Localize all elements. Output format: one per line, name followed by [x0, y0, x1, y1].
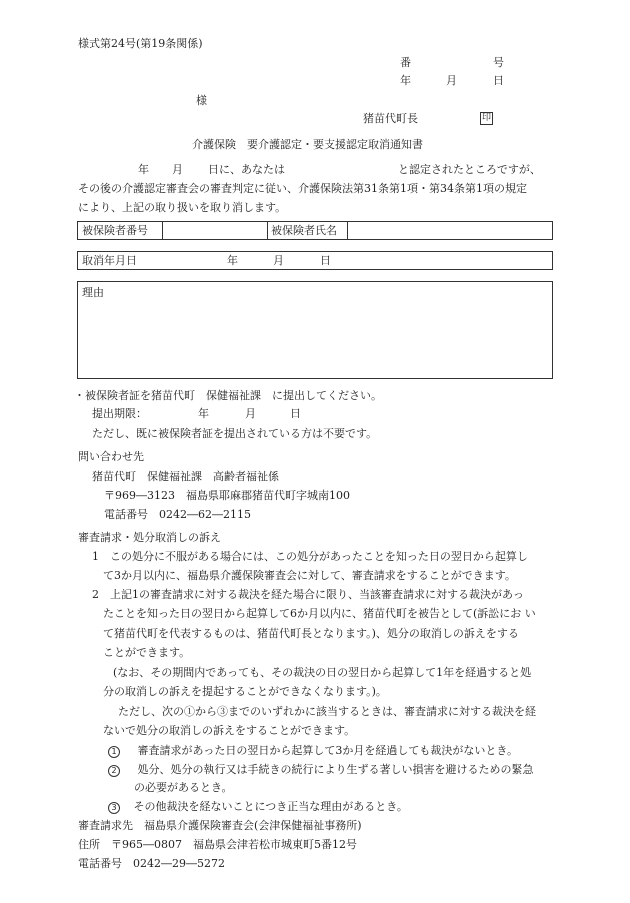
- condition-3: [108, 801, 408, 814]
- intro-month: 月: [172, 163, 183, 176]
- appeal-item1-line1: 1 この処分に不服がある場合には、この処分があったことを知った日の翌日から起算し: [92, 550, 528, 563]
- deadline-day: 日: [290, 407, 301, 420]
- form-number: 様式第24号(第19条関係): [78, 37, 203, 50]
- issuer-name: 猪苗代町長: [363, 112, 418, 125]
- contact-phone: 電話番号 0242―62―2115: [104, 508, 251, 521]
- appeal-item2-line4: ことができます。: [103, 646, 191, 659]
- appeal-item2-line1: 2 上記1の審査請求に対する裁決を経た場合に限り、当該審査請求に対する裁決があっ: [92, 588, 524, 601]
- reason-label: 理由: [82, 286, 104, 299]
- intro-line-2: その後の介護認定審査会の審査判定に従い、介護保険法第31条第1項・第34条第1項の規定: [78, 182, 527, 195]
- intro-day-text: 日に、あなたは: [208, 163, 285, 176]
- destination-phone: 電話番号 0242―29―5272: [78, 857, 225, 870]
- cancel-date-day: 日: [320, 254, 331, 267]
- submit-note: ただし、既に被保険者証を提出されている方は不要です。: [92, 427, 378, 440]
- circled-number-1: 1: [108, 746, 120, 758]
- insured-number-label: 被保険者番号: [82, 224, 148, 237]
- destination-address: 住所 〒965―0807 福島県会津若松市城東町5番12号: [78, 838, 357, 851]
- insured-info-table: [77, 221, 553, 240]
- issue-date-day: 日: [493, 74, 504, 87]
- condition-2: [108, 764, 534, 777]
- intro-end-text: と認定されたところですが、: [398, 163, 541, 176]
- condition-2-line2: の必要があるとき。: [134, 781, 233, 794]
- appeal-item1-line2: て3か月以内に、福島県介護保険審査会に対して、審査請求をすることができます。: [103, 569, 516, 582]
- cancel-date-month: 月: [273, 254, 284, 267]
- appeal-paren-line1: (なお、その期間内であっても、その裁決の日の翌日から起算して1年を経過すると処: [113, 666, 532, 679]
- deadline-label: 提出期限：: [92, 407, 147, 420]
- appeal-proviso-line2: ないで処分の取消しの訴えをすることができます。: [103, 724, 356, 737]
- cancel-date-label: 取消年月日: [82, 254, 137, 267]
- doc-number-label: 番: [400, 56, 411, 69]
- contact-department: 猪苗代町 保健福祉課 高齢者福祉係: [92, 470, 279, 483]
- circled-number-3: 3: [108, 802, 120, 814]
- appeal-heading: 審査請求・処分取消しの訴え: [78, 531, 221, 544]
- appeal-item2-line2: たことを知った日の翌日から起算して6か月以内に、猪苗代町を被告として(訴訟にお い: [103, 607, 536, 620]
- deadline-year: 年: [198, 407, 209, 420]
- appeal-proviso-line1: ただし、次の①から③までのいずれかに該当するときは、審査請求に対する裁決を経: [118, 705, 536, 718]
- intro-year: 年: [138, 163, 149, 176]
- intro-line-3: により、上記の取り扱いを取り消します。: [78, 201, 287, 214]
- deadline-month: 月: [245, 407, 256, 420]
- cancel-date-table: [77, 251, 553, 270]
- doc-number-suffix: 号: [493, 56, 504, 69]
- circled-number-2: 2: [108, 765, 120, 777]
- reason-box: [77, 281, 553, 379]
- contact-heading: 問い合わせ先: [78, 450, 144, 463]
- condition-1-text: 審査請求があった日の翌日から起算して3か月を経過しても裁決がないとき。: [137, 744, 518, 757]
- condition-1: [108, 745, 518, 758]
- issue-date-month: 月: [446, 74, 457, 87]
- document-title: 介護保険 要介護認定・要支援認定取消通知書: [192, 138, 423, 151]
- issue-date-year: 年: [400, 74, 411, 87]
- appeal-destination: 審査請求先 福島県介護保険審査会(会津保健福祉事務所): [78, 819, 362, 832]
- condition-2-line1: 処分、処分の執行又は手続きの続行により生ずる著しい損害を避けるための緊急: [137, 763, 534, 776]
- cancel-date-year: 年: [227, 254, 238, 267]
- insured-name-label: 被保険者氏名: [271, 224, 337, 237]
- condition-3-text: その他裁決を経ないことにつき正当な理由があるとき。: [133, 800, 408, 813]
- appeal-paren-line2: 分の取消しの訴えを提起することができなくなります。)。: [103, 685, 387, 698]
- addressee-suffix: 様: [196, 94, 207, 107]
- submit-instruction: ・被保険者証を猪苗代町 保健福祉課 に提出してください。: [74, 389, 382, 402]
- appeal-item2-line3: て猪苗代町を代表するものは、猪苗代町長となります。)、処分の取消しの訴えをする: [103, 627, 519, 640]
- contact-address: 〒969―3123 福島県耶麻郡猪苗代町字城南100: [104, 489, 350, 502]
- seal-stamp: 印: [481, 113, 491, 123]
